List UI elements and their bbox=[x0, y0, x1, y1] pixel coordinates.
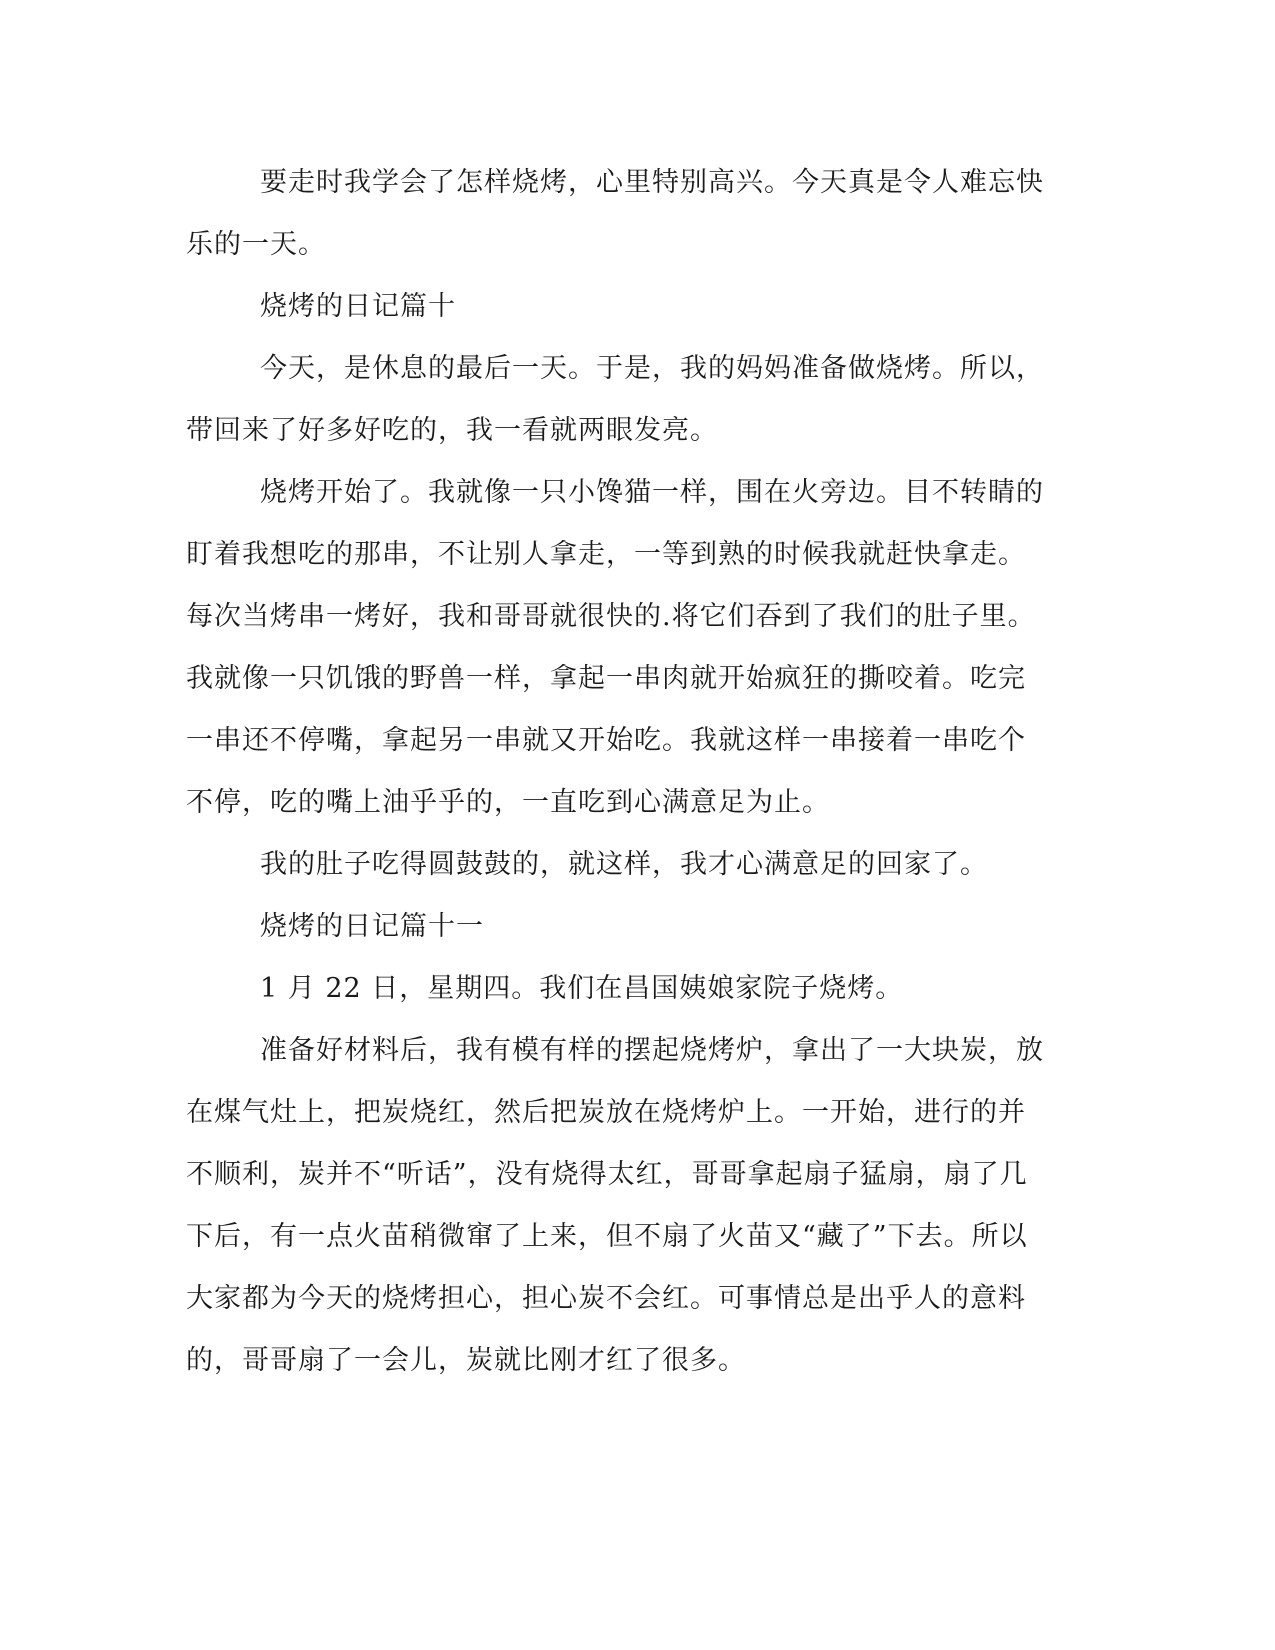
paragraph-line: 在煤气灶上，把炭烧红，然后把炭放在烧烤炉上。一开始，进行的并 bbox=[186, 1097, 1026, 1128]
paragraph-line: 烧烤开始了。我就像一只小馋猫一样，围在火旁边。目不转睛的 bbox=[260, 477, 1044, 508]
paragraph-line: 我就像一只饥饿的野兽一样，拿起一串肉就开始疯狂的撕咬着。吃完 bbox=[186, 663, 1026, 694]
paragraph-line: 不顺利，炭并不“听话”，没有烧得太红，哥哥拿起扇子猛扇，扇了几 bbox=[186, 1159, 1028, 1190]
paragraph-line: 要走时我学会了怎样烧烤，心里特别高兴。今天真是令人难忘快 bbox=[260, 167, 1044, 198]
section-heading: 烧烤的日记篇十 bbox=[260, 291, 456, 322]
section-heading: 烧烤的日记篇十一 bbox=[260, 911, 484, 942]
paragraph-line: 每次当烤串一烤好，我和哥哥就很快的.将它们吞到了我们的肚子里。 bbox=[186, 601, 1036, 632]
paragraph-line: 1 月 22 日，星期四。我们在昌国姨娘家院子烧烤。 bbox=[260, 973, 904, 1004]
paragraph-line: 带回来了好多好吃的，我一看就两眼发亮。 bbox=[186, 415, 718, 446]
paragraph-line: 今天，是休息的最后一天。于是，我的妈妈准备做烧烤。所以， bbox=[260, 353, 1044, 384]
paragraph-line: 大家都为今天的烧烤担心，担心炭不会红。可事情总是出乎人的意料 bbox=[186, 1283, 1026, 1314]
paragraph-line: 乐的一天。 bbox=[186, 229, 326, 260]
paragraph-line: 不停，吃的嘴上油乎乎的，一直吃到心满意足为止。 bbox=[186, 787, 830, 818]
paragraph-line: 的，哥哥扇了一会儿，炭就比刚才红了很多。 bbox=[186, 1345, 746, 1376]
paragraph-line: 准备好材料后，我有模有样的摆起烧烤炉，拿出了一大块炭，放 bbox=[260, 1035, 1044, 1066]
paragraph-line: 我的肚子吃得圆鼓鼓的，就这样，我才心满意足的回家了。 bbox=[260, 849, 988, 880]
paragraph-line: 一串还不停嘴，拿起另一串就又开始吃。我就这样一串接着一串吃个 bbox=[186, 725, 1026, 756]
document-body bbox=[186, 152, 1080, 1392]
paragraph-line: 下后，有一点火苗稍微窜了上来，但不扇了火苗又“藏了”下去。所以 bbox=[186, 1221, 1028, 1252]
paragraph-line: 盯着我想吃的那串，不让别人拿走，一等到熟的时候我就赶快拿走。 bbox=[186, 539, 1026, 570]
